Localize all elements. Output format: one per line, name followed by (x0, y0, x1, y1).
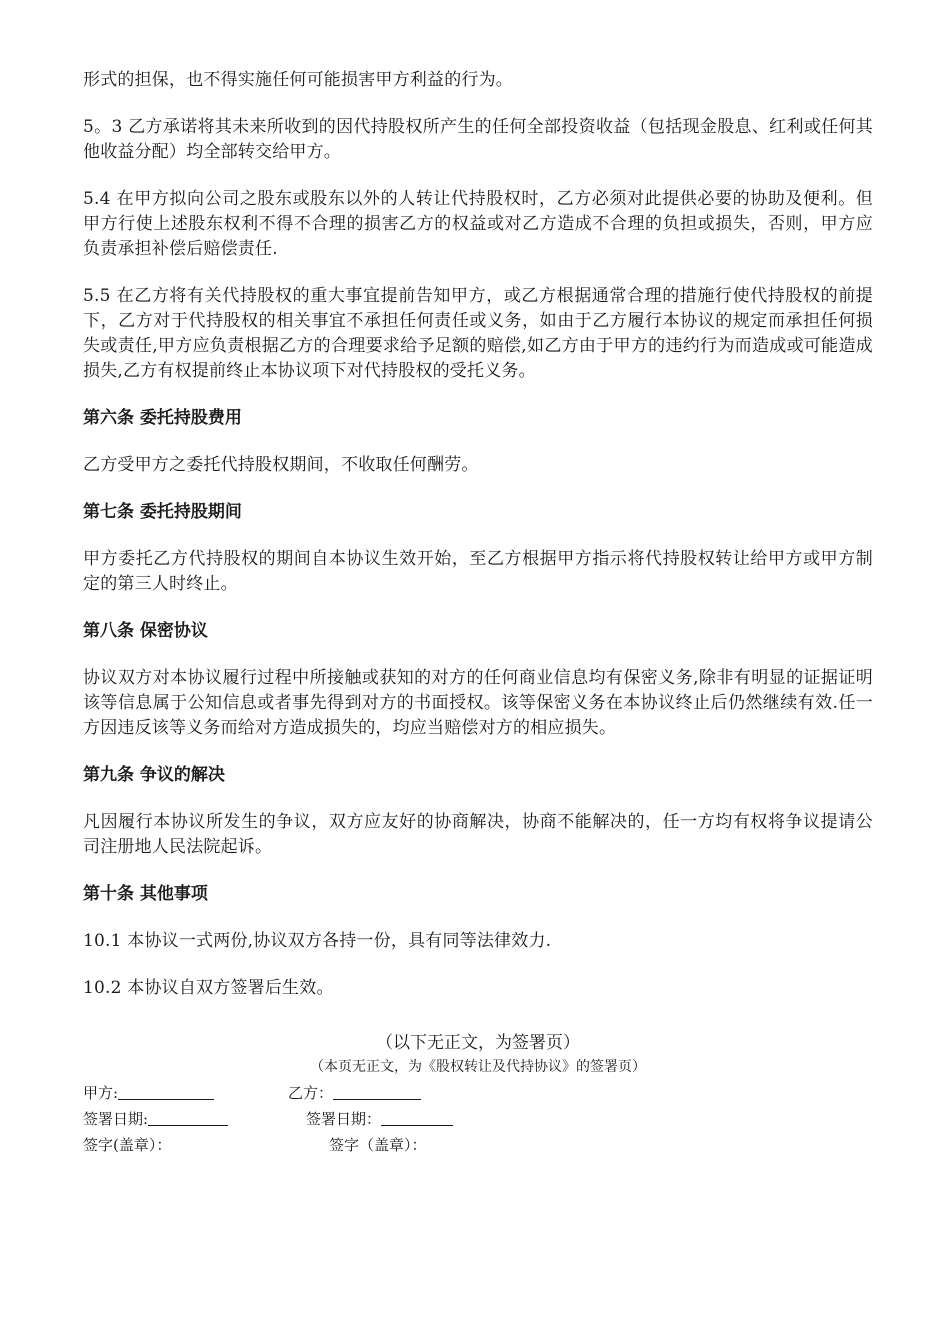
date-b-blank[interactable] (381, 1107, 453, 1126)
document-body (83, 68, 873, 1023)
party-b-blank[interactable] (333, 1081, 421, 1100)
article-8-heading: 第八条 保密协议 (83, 621, 208, 641)
date-b-label: 签署日期： (306, 1110, 382, 1128)
paragraph-5-4: 5.4 在甲方拟向公司之股东或股东以外的人转让代持股权时，乙方必须对此提供必要的协助及便利。但甲方行使上述股东权利不得不合理的损害乙方的权益或对乙方造成不合理的负担或损失，否则，甲方应负责承担补偿后赔偿责任. (83, 189, 873, 259)
article-10-heading: 第十条 其他事项 (83, 884, 208, 904)
article-6-heading: 第六条 委托持股费用 (83, 408, 242, 428)
article-7-text: 甲方委托乙方代持股权的期间自本协议生效开始，至乙方根据甲方指示将代持股权转让给甲方或甲方制定的第三人时终止。 (83, 549, 873, 594)
date-a-field (83, 1106, 228, 1132)
date-a-label: 签署日期: (83, 1110, 149, 1128)
date-row (83, 1106, 873, 1132)
sign-row (83, 1132, 873, 1158)
date-a-blank[interactable] (148, 1107, 228, 1126)
article-7-heading: 第七条 委托持股期间 (83, 502, 242, 522)
signature-page-subtitle: （本页无正文，为《股权转让及代持协议》的签署页） (310, 1059, 646, 1075)
party-b-field (288, 1080, 421, 1106)
date-b-field (306, 1106, 453, 1132)
party-b-label: 乙方： (288, 1084, 334, 1102)
paragraph-5-5: 5.5 在乙方将有关代持股权的重大事宜提前告知甲方，或乙方根据通常合理的措施行使代持股权的前提下，乙方对于代持股权的相关事宜不承担任何责任或义务，如由于乙方履行本协议的规定而承担任何损失或责任,甲方应负责根据乙方的合理要求给予足额的赔偿,如乙方由于甲方的违约行为而造成或可能造成损失,乙方有权提前终止本协议项下对代持股权的受托义务。 (83, 286, 873, 381)
sign-b-label: 签字（盖章）： (329, 1136, 427, 1154)
paragraph-10-2: 10.2 本协议自双方签署后生效。 (83, 978, 334, 998)
party-a-blank[interactable] (118, 1081, 214, 1100)
article-8-text: 协议双方对本协议履行过程中所接触或获知的对方的任何商业信息均有保密义务,除非有明显的证据证明该等信息属于公知信息或者事先得到对方的书面授权。该等保密义务在本协议终止后仍然继续有效.任一方因违反该等义务而给对方造成损失的，均应当赔偿对方的相应损失。 (83, 668, 873, 738)
article-6-text: 乙方受甲方之委托代持股权期间，不收取任何酬劳。 (83, 455, 479, 475)
article-9-text: 凡因履行本协议所发生的争议，双方应友好的协商解决，协商不能解决的，任一方均有权将争议提请公司注册地人民法院起诉。 (83, 812, 873, 857)
signature-block (83, 1030, 873, 1158)
party-row (83, 1080, 873, 1106)
party-a-label: 甲方: (83, 1084, 119, 1102)
article-9-heading: 第九条 争议的解决 (83, 765, 225, 785)
paragraph-5-3: 5。3 乙方承诺将其未来所收到的因代持股权所产生的任何全部投资收益（包括现金股息、红利或任何其他收益分配）均全部转交给甲方。 (83, 117, 873, 162)
party-a-field (83, 1080, 214, 1106)
no-text-notice: （以下无正文，为签署页） (376, 1033, 580, 1053)
sign-a-label: 签字(盖章）： (83, 1136, 172, 1154)
paragraph-5-2-continued: 形式的担保，也不得实施任何可能损害甲方利益的行为。 (83, 70, 513, 90)
paragraph-10-1: 10.1 本协议一式两份,协议双方各持一份，具有同等法律效力. (83, 931, 552, 951)
